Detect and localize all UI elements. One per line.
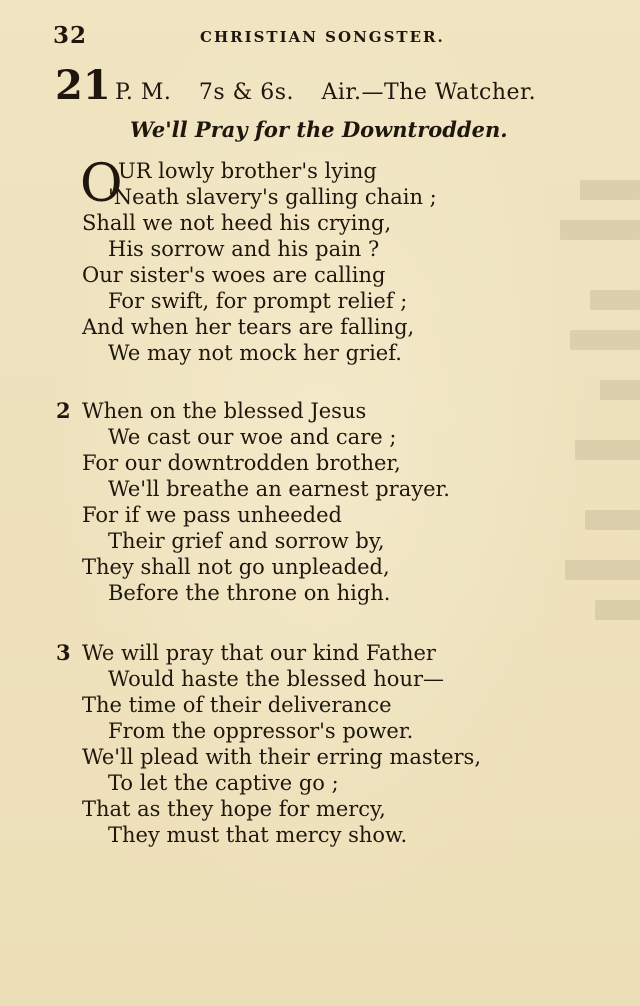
hymn-heading [0,64,640,110]
show-through-bleed [540,180,640,800]
stanza-2-line-4: We'll breathe an earnest prayer. [108,477,450,501]
stanza-2-line-7: They shall not go unpleaded, [82,555,390,579]
meter-abbrev: P. M. [115,80,172,105]
stanza-2-line-8: Before the throne on high. [108,581,391,605]
stanza-2-line-5: For if we pass unheeded [82,503,342,527]
drop-cap: O [80,154,123,214]
stanza-1-line-3: Shall we not heed his crying, [82,211,392,235]
stanza-1-line-7: And when her tears are falling, [82,315,415,339]
hymn-number: 21 [55,62,111,109]
stanza-3-line-1: We will pray that our kind Father [82,641,436,665]
stanza-1-line-6: For swift, for prompt relief ; [108,289,408,313]
stanza-3-line-7: That as they hope for mercy, [82,797,386,821]
stanza-2-line-6: Their grief and sorrow by, [108,529,385,553]
meter: 7s & 6s. [198,80,294,105]
stanza-2-line-3: For our downtrodden brother, [82,451,401,475]
running-head: CHRISTIAN SONGSTER. [200,28,445,46]
page-number: 32 [53,22,88,49]
stanza-3-line-3: The time of their deliverance [82,693,392,717]
stanza-2-line-1: When on the blessed Jesus [82,399,367,423]
stanza-1-line-5: Our sister's woes are calling [82,263,386,287]
stanza-1-line-4: His sorrow and his pain ? [108,237,380,261]
page-header [0,22,640,56]
meter-line [115,80,536,105]
stanza-3-number: 3 [56,640,71,665]
stanza-3-line-8: They must that mercy show. [108,823,408,847]
stanza-3-line-5: We'll plead with their erring masters, [82,745,481,769]
stanza-1-line-1: UR lowly brother's lying [118,159,377,183]
hymn-title: We'll Pray for the Downtrodden. [130,117,508,142]
stanza-2-number: 2 [56,398,71,423]
air-tune: Air.—The Watcher. [321,80,537,105]
stanza-1-line-2: 'Neath slavery's galling chain ; [108,185,437,209]
stanza-3-line-2: Would haste the blessed hour— [108,667,445,691]
stanza-3-line-4: From the oppressor's power. [108,719,414,743]
stanza-1-line-8: We may not mock her grief. [108,341,402,365]
stanza-3-line-6: To let the captive go ; [108,771,339,795]
stanza-2-line-2: We cast our woe and care ; [108,425,397,449]
